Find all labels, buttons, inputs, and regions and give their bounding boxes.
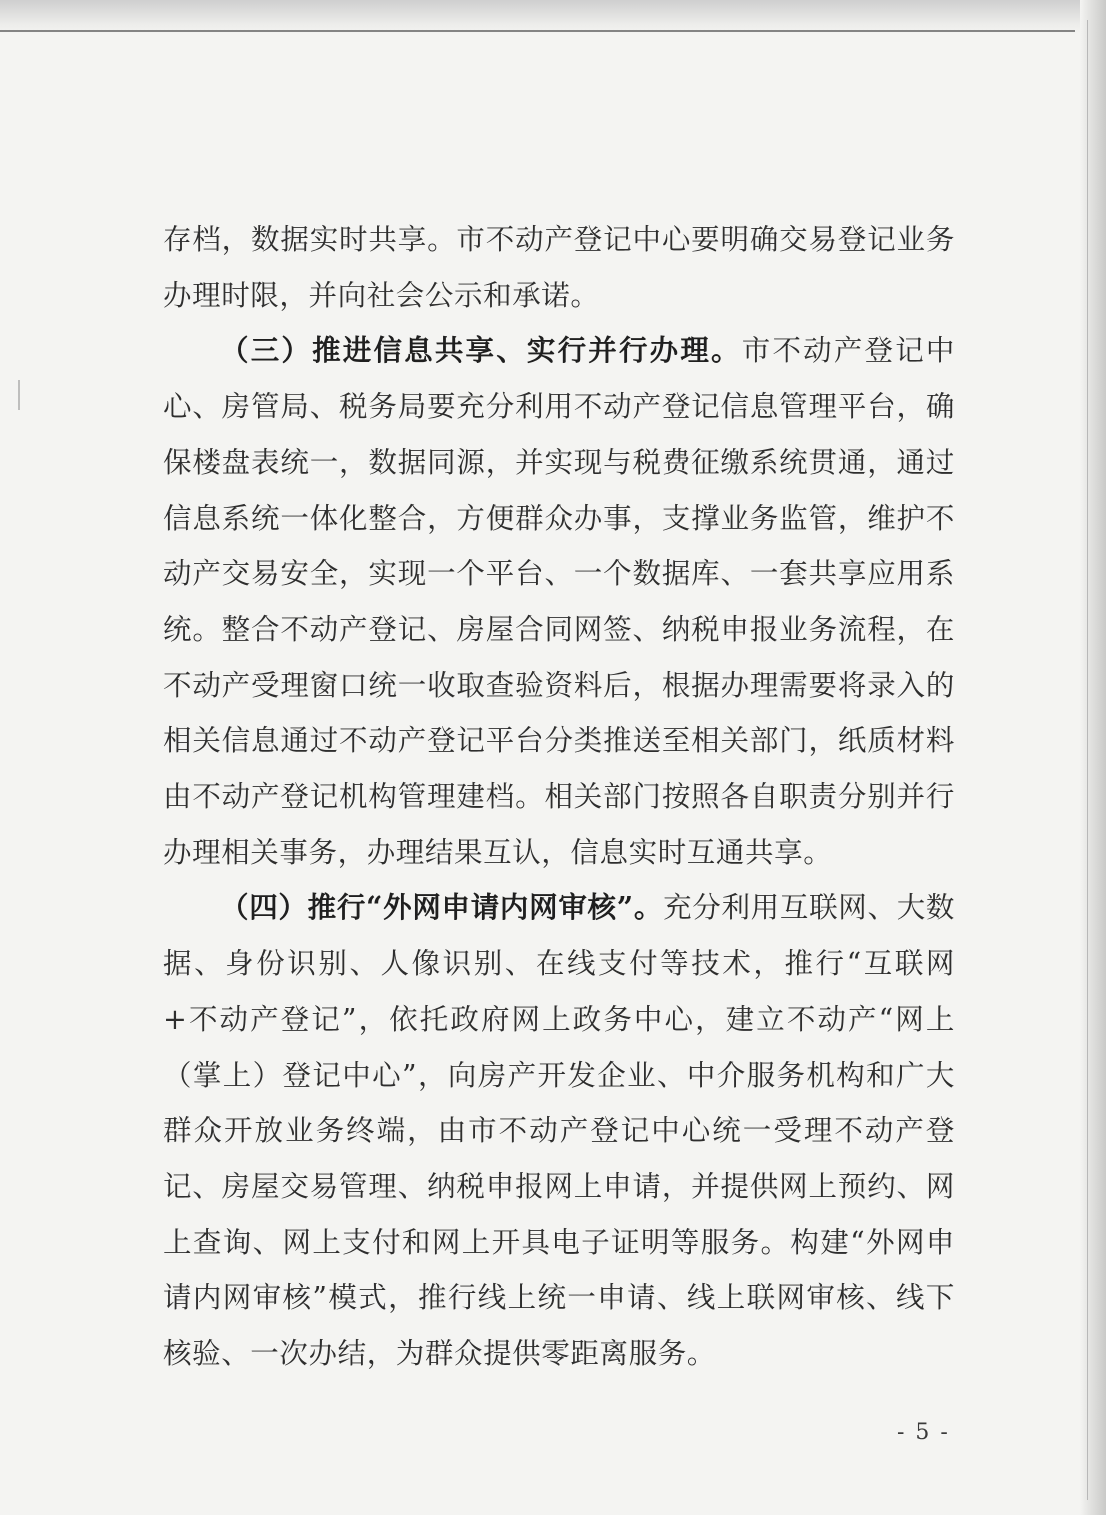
page-number: - 5 - (897, 1420, 950, 1445)
scan-right-edge (1080, 0, 1106, 1515)
scan-top-line (0, 30, 1075, 32)
paragraph-3-text: 充分利用互联网、大数据、身份识别、人像识别、在线支付等技术，推行“互联网+不动产登记”，依托政府网上政务中心，建立不动产“网上（掌上）登记中心”，向房产开发企业、中介服务机构和广大群众开放业务终端，由市不动产登记中心统一受理不动产登记、房屋交易管理、纳税申报网上申请，并提供网上预约、网上查询、网上支付和网上开具电子证明等服务。构建“外网申请内网审核”模式，推行线上统一申请、线上联网审核、线下核验、一次办结，为群众提供零距离服务。 (163, 891, 955, 1371)
paragraph-3 (163, 880, 955, 1381)
scan-right-edge-line (1087, 20, 1088, 1500)
paragraph-1-text: 存档，数据实时共享。市不动产登记中心要明确交易登记业务办理时限，并向社会公示和承诺。 (163, 223, 955, 312)
paragraph-1 (163, 212, 955, 323)
scan-top-edge (0, 0, 1106, 34)
paragraph-2-heading: （三）推进信息共享、实行并行办理。 (220, 333, 742, 368)
paragraph-2-text: 市不动产登记中心、房管局、税务局要充分利用不动产登记信息管理平台，确保楼盘表统一，数据同源，并实现与税费征缴系统贯通，通过信息系统一体化整合，方便群众办事，支撑业务监管，维护不动产交易安全，实现一个平台、一个数据库、一套共享应用系统。整合不动产登记、房屋合同网签、纳税申报业务流程，在不动产受理窗口统一收取查验资料后，根据办理需要将录入的相关信息通过不动产登记平台分类推送至相关部门，纸质材料由不动产登记机构管理建档。相关部门按照各自职责分别并行办理相关事务，办理结果互认，信息实时互通共享。 (163, 334, 955, 869)
scan-left-mark (18, 380, 20, 410)
paragraph-3-heading: （四）推行“外网申请内网审核”。 (220, 890, 664, 925)
body-text (163, 212, 955, 1382)
paragraph-2 (163, 323, 955, 880)
